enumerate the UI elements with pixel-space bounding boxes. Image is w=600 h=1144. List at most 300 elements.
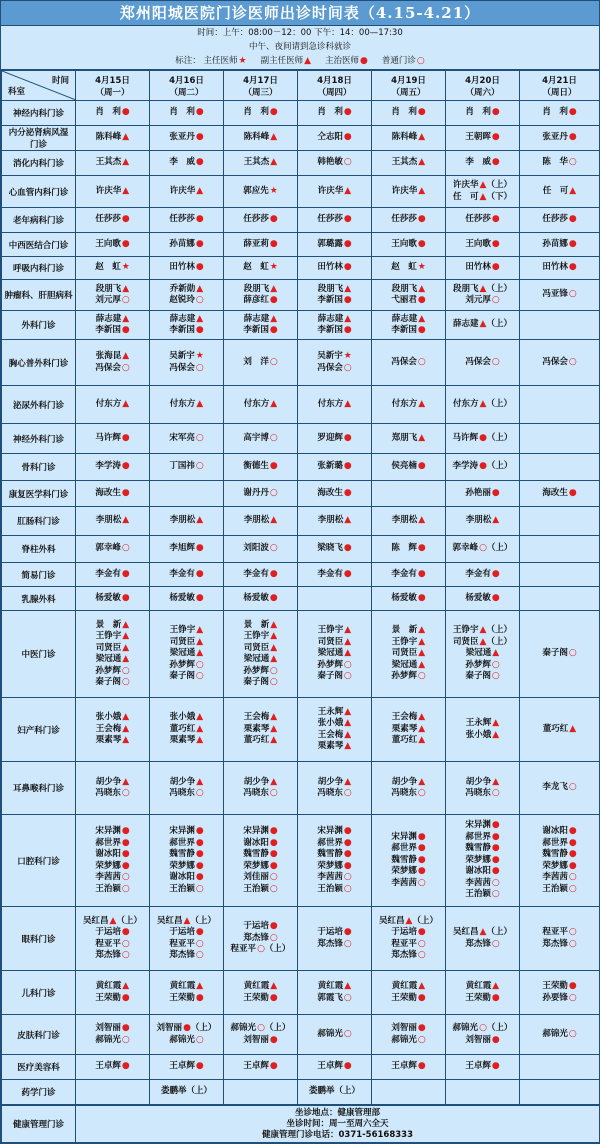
doctor-name: 王卓辉 — [391, 1061, 417, 1072]
tri-mark-icon: ▲ — [270, 981, 278, 991]
department-name: 肿瘤科、肝胆病科 — [2, 280, 76, 311]
table-row — [2, 611, 600, 698]
dot-mark-icon: ● — [568, 238, 577, 249]
doctor-entry — [372, 648, 445, 660]
doctor-entry — [298, 488, 371, 500]
schedule-cell — [446, 126, 520, 151]
circ-mark-icon: ○ — [568, 648, 577, 659]
doctor-entry — [372, 950, 445, 962]
footer-info — [76, 1106, 600, 1143]
schedule-cell — [520, 101, 600, 126]
schedule-cell — [150, 233, 224, 257]
doctor-name: 李朋松 — [95, 515, 122, 526]
schedule-cell — [298, 233, 372, 257]
schedule-cell — [372, 454, 446, 481]
tri-mark-icon: ▲ — [122, 654, 130, 664]
tri-mark-icon: ▲ — [479, 636, 487, 647]
tri-mark-icon: ▲ — [196, 313, 204, 324]
doctor-name: 杨爱敏 — [243, 592, 269, 603]
doctor-name: 海改生 — [95, 487, 121, 498]
doctor-entry — [446, 855, 519, 867]
schedule-cell — [224, 151, 298, 176]
star-mark-icon: ★ — [238, 56, 247, 66]
schedule-cell — [298, 208, 372, 233]
dot-mark-icon: ● — [195, 107, 204, 118]
doctor-entry — [446, 433, 519, 445]
doctor-name: 孙梦辉 — [465, 659, 491, 670]
schedule-cell — [150, 454, 224, 481]
doctor-name: 于运培 — [391, 927, 417, 937]
schedule-cell — [224, 815, 298, 907]
tri-mark-icon: ▲ — [492, 729, 500, 740]
dot-mark-icon: ● — [491, 1061, 500, 1072]
doctor-name: 秦子阁 — [465, 671, 491, 682]
doctor-name: 司贤臣 — [95, 642, 122, 653]
dot-mark-icon: ● — [269, 461, 278, 472]
doctor-name: 李茜茜 — [95, 872, 121, 882]
dot-mark-icon: ● — [195, 592, 204, 603]
schedule-cell — [224, 386, 298, 424]
doctor-name: 王永辉 — [317, 706, 344, 717]
table-row — [2, 126, 600, 151]
doctor-name: 谢冰阳 — [465, 866, 491, 877]
doctor-name: 谢冰阳 — [169, 872, 195, 882]
schedule-cell — [298, 971, 372, 1015]
session-note: （上） — [486, 432, 513, 443]
circ-mark-icon: ○ — [195, 671, 204, 682]
doctor-name: 冯保会 — [317, 362, 343, 373]
doctor-name: 秦子阁 — [542, 648, 568, 659]
doctor-entry — [76, 788, 149, 800]
doctor-entry — [372, 569, 445, 581]
doctor-entry — [76, 1061, 149, 1073]
department-name: 内分泌肾病风湿 门诊 — [2, 126, 76, 151]
doctor-entry — [372, 515, 445, 527]
session-note: （上） — [264, 944, 291, 955]
schedule-cell — [150, 698, 224, 762]
tri-mark-icon: ▲ — [479, 927, 487, 937]
doctor-entry — [224, 735, 297, 747]
dot-mark-icon: ● — [195, 262, 204, 273]
schedule-cell — [76, 424, 150, 454]
table-row — [2, 208, 600, 233]
doctor-name: 胡少争 — [243, 776, 270, 787]
doctor-entry — [76, 849, 149, 861]
circ-mark-icon: ○ — [491, 659, 500, 670]
tri-mark-icon: ▲ — [569, 185, 577, 196]
doctor-name: 李金有 — [391, 568, 417, 579]
doctor-name: 胡少争 — [169, 776, 196, 787]
doctor-name: 王治颖 — [317, 883, 343, 894]
doctor-name: 景 新 — [391, 625, 418, 636]
doctor-name: 王会梅 — [95, 723, 122, 734]
dot-mark-icon: ● — [195, 325, 204, 335]
schedule-cell — [372, 340, 446, 386]
doctor-name: 王铮宇 — [391, 636, 418, 647]
tri-mark-icon: ▲ — [196, 723, 204, 734]
doctor-name: 李茜茜 — [391, 877, 417, 888]
doctor-name: 付东方 — [243, 398, 270, 409]
circ-mark-icon: ○ — [568, 356, 577, 367]
dot-mark-icon: ● — [417, 992, 426, 1003]
doctor-entry — [520, 838, 599, 850]
doctor-name: 司贤臣 — [317, 636, 344, 647]
doctor-name: 孙艳丽 — [465, 487, 491, 498]
doctor-entry — [520, 849, 599, 861]
circ-mark-icon: ○ — [479, 543, 487, 554]
doctor-entry — [372, 832, 445, 844]
doctor-name: 任莎莎 — [391, 214, 417, 225]
schedule-cell — [520, 815, 600, 907]
doctor-name: 宋异渊 — [95, 826, 121, 836]
schedule-cell — [224, 208, 298, 233]
schedule-cell — [298, 126, 372, 151]
doctor-name: 陈 辉 — [391, 543, 417, 554]
tri-mark-icon: ▲ — [418, 776, 426, 787]
doctor-entry — [446, 284, 519, 296]
doctor-entry — [224, 157, 297, 169]
doctor-name: 李金有 — [169, 568, 195, 579]
doctor-entry — [446, 648, 519, 660]
dot-mark-icon: ● — [343, 132, 352, 143]
dot-mark-icon: ● — [121, 837, 130, 848]
doctor-entry — [224, 921, 297, 933]
dot-mark-icon: ● — [417, 843, 426, 854]
doctor-name: 王其杰 — [391, 157, 418, 168]
doctor-name: 陈科峰 — [243, 132, 270, 143]
doctor-name: 李朋松 — [465, 515, 492, 526]
doctor-name: 王向歌 — [95, 238, 121, 249]
schedule-cell — [76, 698, 150, 762]
doctor-name: 黄红霞 — [95, 981, 122, 991]
doctor-name: 魏雪静 — [542, 849, 568, 859]
circ-mark-icon: ○ — [195, 432, 204, 443]
doctor-entry — [76, 314, 149, 326]
dot-mark-icon: ● — [491, 820, 500, 831]
doctor-entry — [150, 284, 223, 296]
doctor-name: 王治颖 — [169, 883, 195, 894]
schedule-cell — [520, 233, 600, 257]
schedule-cell — [76, 815, 150, 907]
doctor-name: 李新国 — [95, 325, 121, 335]
dot-mark-icon: ● — [417, 1023, 426, 1033]
doctor-name: 景 新 — [243, 619, 270, 630]
day-weekday: （周四） — [317, 87, 352, 98]
circ-mark-icon: ○ — [417, 938, 426, 949]
schedule-cell — [224, 698, 298, 762]
department-name: 神经外科门诊 — [2, 424, 76, 454]
doctor-name: 刘智丽 — [243, 1034, 269, 1045]
schedule-cell — [150, 815, 224, 907]
circ-mark-icon: ○ — [343, 992, 352, 1003]
doctor-entry — [224, 1061, 297, 1073]
doctor-entry — [150, 239, 223, 251]
tri-mark-icon: ▲ — [122, 776, 130, 787]
doctor-entry — [372, 625, 445, 637]
dot-mark-icon: ● — [568, 826, 577, 836]
legend-item-dot — [325, 56, 368, 66]
circ-mark-icon: ○ — [269, 432, 278, 443]
schedule-cell — [446, 563, 520, 587]
dot-mark-icon: ● — [195, 826, 204, 836]
doctor-entry — [298, 214, 371, 226]
dot-mark-icon: ● — [121, 214, 130, 225]
schedule-cell — [372, 126, 446, 151]
schedule-cell — [298, 481, 372, 507]
doctor-name: 刘智丽 — [156, 1023, 183, 1033]
tri-mark-icon: ▲ — [492, 515, 500, 526]
doctor-entry — [150, 625, 223, 637]
doctor-entry — [298, 849, 371, 861]
doctor-entry — [446, 214, 519, 226]
session-note: （上） — [412, 915, 438, 926]
dot-mark-icon: ● — [417, 238, 426, 249]
department-name: 皮肤科门诊 — [2, 1015, 76, 1055]
doctor-name: 李朋松 — [391, 515, 418, 526]
circ-mark-icon: ○ — [417, 877, 426, 888]
dot-mark-icon: ● — [417, 1061, 426, 1072]
doctor-entry — [520, 214, 599, 226]
dot-mark-icon: ● — [417, 592, 426, 603]
doctor-entry — [372, 637, 445, 649]
doctor-entry — [298, 872, 371, 884]
doctor-entry — [76, 399, 149, 411]
schedule-cell — [298, 815, 372, 907]
star-mark-icon: ★ — [269, 185, 278, 196]
doctor-entry — [224, 849, 297, 861]
tri-mark-icon: ▲ — [196, 625, 204, 636]
doctor-name: 韩艳敏 — [317, 157, 343, 168]
department-name: 消化内科门诊 — [2, 151, 76, 176]
schedule-cell — [520, 386, 600, 424]
doctor-name: 王铮宇 — [243, 631, 270, 641]
doctor-name: 李 威 — [169, 157, 195, 168]
schedule-cell — [150, 1015, 224, 1055]
schedule-cell — [150, 101, 224, 126]
doctor-entry — [224, 1035, 297, 1047]
doctor-entry — [224, 933, 297, 945]
doctor-name: 栗素琴 — [391, 723, 418, 734]
doctor-entry — [372, 186, 445, 198]
doctor-name: 马许辉 — [452, 432, 479, 443]
dot-mark-icon: ● — [269, 849, 278, 859]
circ-mark-icon: ○ — [491, 295, 500, 305]
doctor-name: 荣梦娜 — [243, 860, 269, 871]
schedule-cell — [76, 233, 150, 257]
table-row — [2, 280, 600, 311]
table-row — [2, 815, 600, 907]
doctor-name: 王治颖 — [95, 883, 121, 894]
doctor-entry — [298, 351, 371, 363]
tri-mark-icon: ▲ — [492, 718, 500, 728]
legend-item-tri — [261, 56, 311, 66]
doctor-name: 薛彦红 — [243, 295, 269, 305]
doctor-entry — [224, 214, 297, 226]
doctor-entry — [372, 284, 445, 296]
department-name: 儿科门诊 — [2, 971, 76, 1015]
session-note: （上） — [486, 398, 512, 409]
doctor-name: 肖 利 — [542, 107, 568, 118]
day-date: 4月21日 — [542, 75, 577, 86]
doctor-entry — [224, 712, 297, 724]
doctor-name: 司贤臣 — [453, 636, 479, 647]
schedule-cell — [224, 176, 298, 208]
dot-mark-icon: ● — [195, 543, 204, 554]
doctor-name: 罗迎辉 — [317, 432, 343, 443]
doctor-name: 肖 利 — [95, 107, 121, 118]
doctor-name: 李茜茜 — [542, 872, 568, 882]
doctor-entry — [224, 461, 297, 473]
doctor-entry — [372, 262, 445, 274]
doctor-entry — [446, 637, 519, 649]
footer-dept: 健康管理门诊 — [2, 1106, 76, 1143]
schedule-cell — [76, 257, 150, 280]
circ-mark-icon: ○ — [568, 782, 577, 793]
doctor-name: 李旭辉 — [169, 543, 195, 554]
schedule-cell — [520, 257, 600, 280]
schedule-cell — [520, 536, 600, 563]
tri-mark-icon: ▲ — [418, 157, 426, 168]
doctor-entry — [224, 620, 297, 632]
dot-mark-icon: ● — [121, 1023, 130, 1033]
doctor-entry — [224, 433, 297, 445]
dot-mark-icon: ● — [195, 157, 204, 168]
doctor-name: 孙梦辉 — [243, 665, 269, 676]
tri-mark-icon: ▲ — [418, 659, 426, 670]
day-date: 4月18日 — [317, 75, 352, 86]
doctor-name: 薛志建 — [317, 313, 344, 324]
schedule-cell — [150, 762, 224, 815]
doctor-entry — [76, 132, 149, 144]
legend-label: 普通门诊 — [381, 56, 416, 66]
department-name: 康复医学科门诊 — [2, 481, 76, 507]
doctor-name: 娄鹏举 — [308, 1086, 335, 1097]
night-note: 中午、夜间请到急诊科就诊 — [248, 42, 351, 52]
schedule-cell — [372, 176, 446, 208]
schedule-cell — [372, 481, 446, 507]
doctor-name: 李朋松 — [243, 515, 270, 526]
doctor-entry — [298, 981, 371, 993]
doctor-entry — [76, 543, 149, 555]
tri-mark-icon: ▲ — [270, 776, 278, 787]
doctor-name: 郭霞飞 — [317, 992, 343, 1003]
session-note: （下） — [486, 191, 512, 202]
table-row — [2, 101, 600, 126]
doctor-entry — [224, 107, 297, 119]
doctor-entry — [446, 660, 519, 672]
doctor-entry — [76, 861, 149, 873]
doctor-name: 薛亚莉 — [243, 238, 269, 249]
circ-mark-icon: ○ — [195, 883, 204, 894]
doctor-entry — [76, 981, 149, 993]
schedule-cell — [520, 563, 600, 587]
doctor-name: 吴红昌 — [83, 915, 109, 926]
doctor-name: 任 可 — [542, 185, 569, 196]
dot-mark-icon: ● — [568, 132, 577, 143]
schedule-cell — [150, 176, 224, 208]
schedule-cell — [150, 424, 224, 454]
doctor-entry — [224, 186, 297, 198]
doctor-name: 郭幸峰 — [452, 543, 479, 554]
doctor-entry — [298, 826, 371, 838]
doctor-entry — [446, 543, 519, 555]
doctor-entry — [520, 861, 599, 873]
schedule-cell — [298, 611, 372, 698]
session-note: （上） — [486, 625, 512, 636]
tri-mark-icon: ▲ — [270, 283, 278, 294]
circ-mark-icon: ○ — [568, 289, 577, 300]
schedule-cell — [150, 481, 224, 507]
dot-mark-icon: ● — [195, 872, 204, 882]
doctor-name: 段朋飞 — [95, 283, 122, 294]
doctor-name: 段朋飞 — [391, 283, 418, 294]
schedule-cell — [224, 233, 298, 257]
doctor-entry — [372, 735, 445, 747]
doctor-name: 郑杰锋 — [95, 950, 121, 960]
dot-mark-icon: ● — [121, 992, 130, 1003]
doctor-entry — [150, 826, 223, 838]
doctor-name: 黄红霞 — [391, 981, 418, 991]
doctor-entry — [372, 132, 445, 144]
doctor-entry — [224, 284, 297, 296]
dot-mark-icon: ● — [417, 854, 426, 865]
schedule-cell — [520, 481, 600, 507]
department-name: 妇产科门诊 — [2, 698, 76, 762]
doctor-entry — [76, 735, 149, 747]
schedule-cell — [76, 1015, 150, 1055]
circ-mark-icon: ○ — [269, 872, 278, 882]
dot-mark-icon: ● — [269, 592, 278, 603]
tri-mark-icon: ▲ — [418, 283, 426, 294]
tri-mark-icon: ▲ — [344, 729, 352, 740]
doctor-name: 衡德生 — [243, 461, 269, 472]
doctor-name: 许庆华 — [317, 185, 344, 196]
doctor-name: 孙梦辉 — [169, 659, 195, 670]
dot-mark-icon: ● — [360, 56, 368, 66]
doctor-entry — [446, 107, 519, 119]
tri-mark-icon: ▲ — [479, 319, 487, 330]
doctor-name: 李学涛 — [452, 461, 479, 472]
table-row — [2, 386, 600, 424]
table-row — [2, 971, 600, 1015]
doctor-name: 谢冰阳 — [542, 826, 568, 836]
table-row — [2, 563, 600, 587]
schedule-cell — [224, 280, 298, 311]
doctor-name: 栗素琴 — [317, 741, 344, 751]
star-mark-icon: ★ — [343, 351, 352, 361]
doctor-entry — [150, 399, 223, 411]
tri-mark-icon: ▲ — [418, 648, 426, 659]
tri-mark-icon: ▲ — [418, 636, 426, 647]
doctor-entry — [224, 826, 297, 838]
schedule-cell — [446, 507, 520, 536]
doctor-name: 程亚平 — [95, 938, 121, 949]
schedule-cell — [76, 587, 150, 611]
doctor-entry — [298, 861, 371, 873]
doctor-entry — [150, 872, 223, 884]
tri-mark-icon: ▲ — [270, 515, 278, 526]
doctor-entry — [298, 239, 371, 251]
day-weekday: （周一） — [95, 87, 130, 98]
dot-mark-icon: ● — [417, 295, 426, 305]
doctor-name: 郑杰锋 — [169, 950, 195, 960]
session-note: （上） — [486, 283, 512, 294]
schedule-cell — [372, 507, 446, 536]
dot-mark-icon: ● — [121, 432, 130, 443]
doctor-entry — [446, 593, 519, 605]
dot-mark-icon: ● — [195, 1061, 204, 1072]
doctor-name: 许庆华 — [169, 185, 196, 196]
